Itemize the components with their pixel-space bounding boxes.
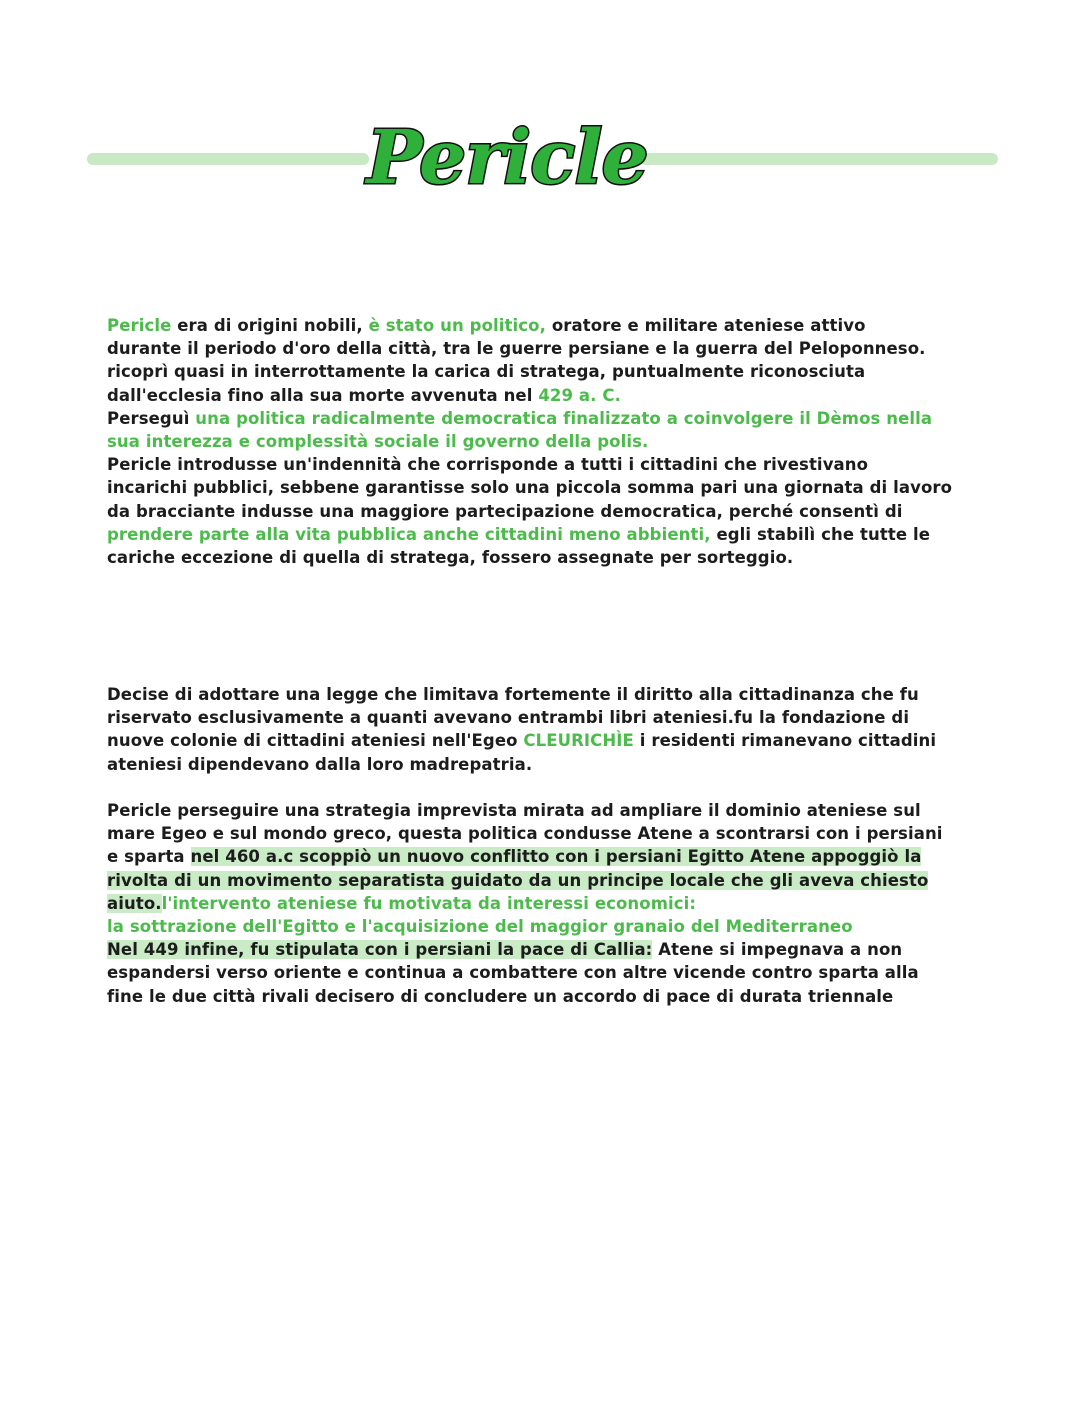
highlight-text: Pericle xyxy=(107,316,172,335)
text-line xyxy=(107,407,987,430)
page-title: Pericle xyxy=(366,115,648,201)
text-line xyxy=(107,938,987,961)
text-line xyxy=(107,384,987,407)
marker-highlight: aiuto. xyxy=(107,893,162,913)
text-span: Perseguì xyxy=(107,408,196,428)
text-line: Decise di adottare una legge che limitava fortemente il diritto alla cittadinanza che fu xyxy=(107,685,919,704)
text-line: ateniesi dipendevano dalla loro madrepatria. xyxy=(107,754,533,774)
text-line: incarichi pubblici, sebbene garantisse solo una piccola somma pari una giornata di lavoro xyxy=(107,478,953,498)
text-line: Pericle introdusse un'indennità che corrisponde a tutti i cittadini che rivestivano xyxy=(107,455,869,475)
text-line xyxy=(107,892,987,915)
text-span: nuove colonie di cittadini ateniesi nell'Egeo xyxy=(107,731,524,751)
text-line xyxy=(107,845,987,868)
text-line: durante il periodo d'oro della città, tra le guerre persiane e la guerra del Peloponneso. xyxy=(107,339,926,359)
highlight-text: è stato un politico, xyxy=(368,316,546,335)
text-line: Pericle perseguire una strategia imprevista mirata ad ampliare il dominio ateniese sul xyxy=(107,801,921,820)
text-span: egli stabilì che tutte le xyxy=(710,524,931,544)
text-line: riservato esclusivamente a quanti avevano entrambi libri ateniesi.fu la fondazione di xyxy=(107,708,910,728)
highlight-text: l'intervento ateniese fu motivata da interessi economici: xyxy=(161,893,697,913)
text-line: da bracciante indusse una maggiore partecipazione democratica, perché consentì di xyxy=(107,501,903,521)
text-line: ricoprì quasi in interrottamente la carica di stratega, puntualmente riconosciuta xyxy=(107,362,866,382)
text-line: la sottrazione dell'Egitto e l'acquisizione del maggior granaio del Mediterraneo xyxy=(107,917,853,937)
text-span: i residenti rimanevano cittadini xyxy=(633,731,937,751)
text-span: Atene si impegnava a non xyxy=(652,940,903,960)
highlight-text: una politica radicalmente democratica finalizzato a coinvolgere il Dèmos nella xyxy=(195,408,933,428)
text-line: cariche eccezione di quella di stratega, fossero assegnate per sorteggio. xyxy=(107,548,794,568)
marker-highlight: rivolta di un movimento separatista guidato da un principe locale che gli aveva chiesto xyxy=(107,870,929,890)
text-span: era di origini nobili, xyxy=(171,316,369,335)
text-line: espandersi verso oriente e continua a combattere con altre vicende contro sparta alla xyxy=(107,963,919,983)
marker-highlight: Nel 449 infine, fu stipulata con i persiani la pace di Callia: xyxy=(107,940,653,960)
text-line: sua interezza e complessità sociale il governo della polis. xyxy=(107,432,649,452)
text-span: dall'ecclesia fino alla sua morte avvenuta nel xyxy=(107,385,539,405)
text-line xyxy=(107,869,987,892)
title-rule-left xyxy=(87,153,369,165)
text-line: fine le due città rivali decisero di concludere un accordo di pace di durata triennale xyxy=(107,986,894,1006)
text-line xyxy=(107,314,987,337)
paragraph-citizenship-law xyxy=(107,683,987,776)
text-span: oratore e militare ateniese attivo xyxy=(545,316,866,335)
paragraph-pericle-intro xyxy=(107,314,987,569)
text-line xyxy=(107,523,987,546)
title-rule-right xyxy=(640,153,998,165)
text-line: mare Egeo e sul mondo greco, questa politica condusse Atene a scontrarsi con i persiani xyxy=(107,824,943,844)
highlight-text: CLEURICHÌE xyxy=(523,731,634,751)
text-line xyxy=(107,729,987,752)
highlight-text: 429 a. C. xyxy=(538,385,621,405)
text-span: e sparta xyxy=(107,847,191,867)
marker-highlight: nel 460 a.c scoppiò un nuovo conflitto con i persiani Egitto Atene appoggiò la xyxy=(190,847,922,867)
highlight-text: prendere parte alla vita pubblica anche cittadini meno abbienti, xyxy=(107,524,711,544)
paragraph-foreign-policy xyxy=(107,799,987,1008)
